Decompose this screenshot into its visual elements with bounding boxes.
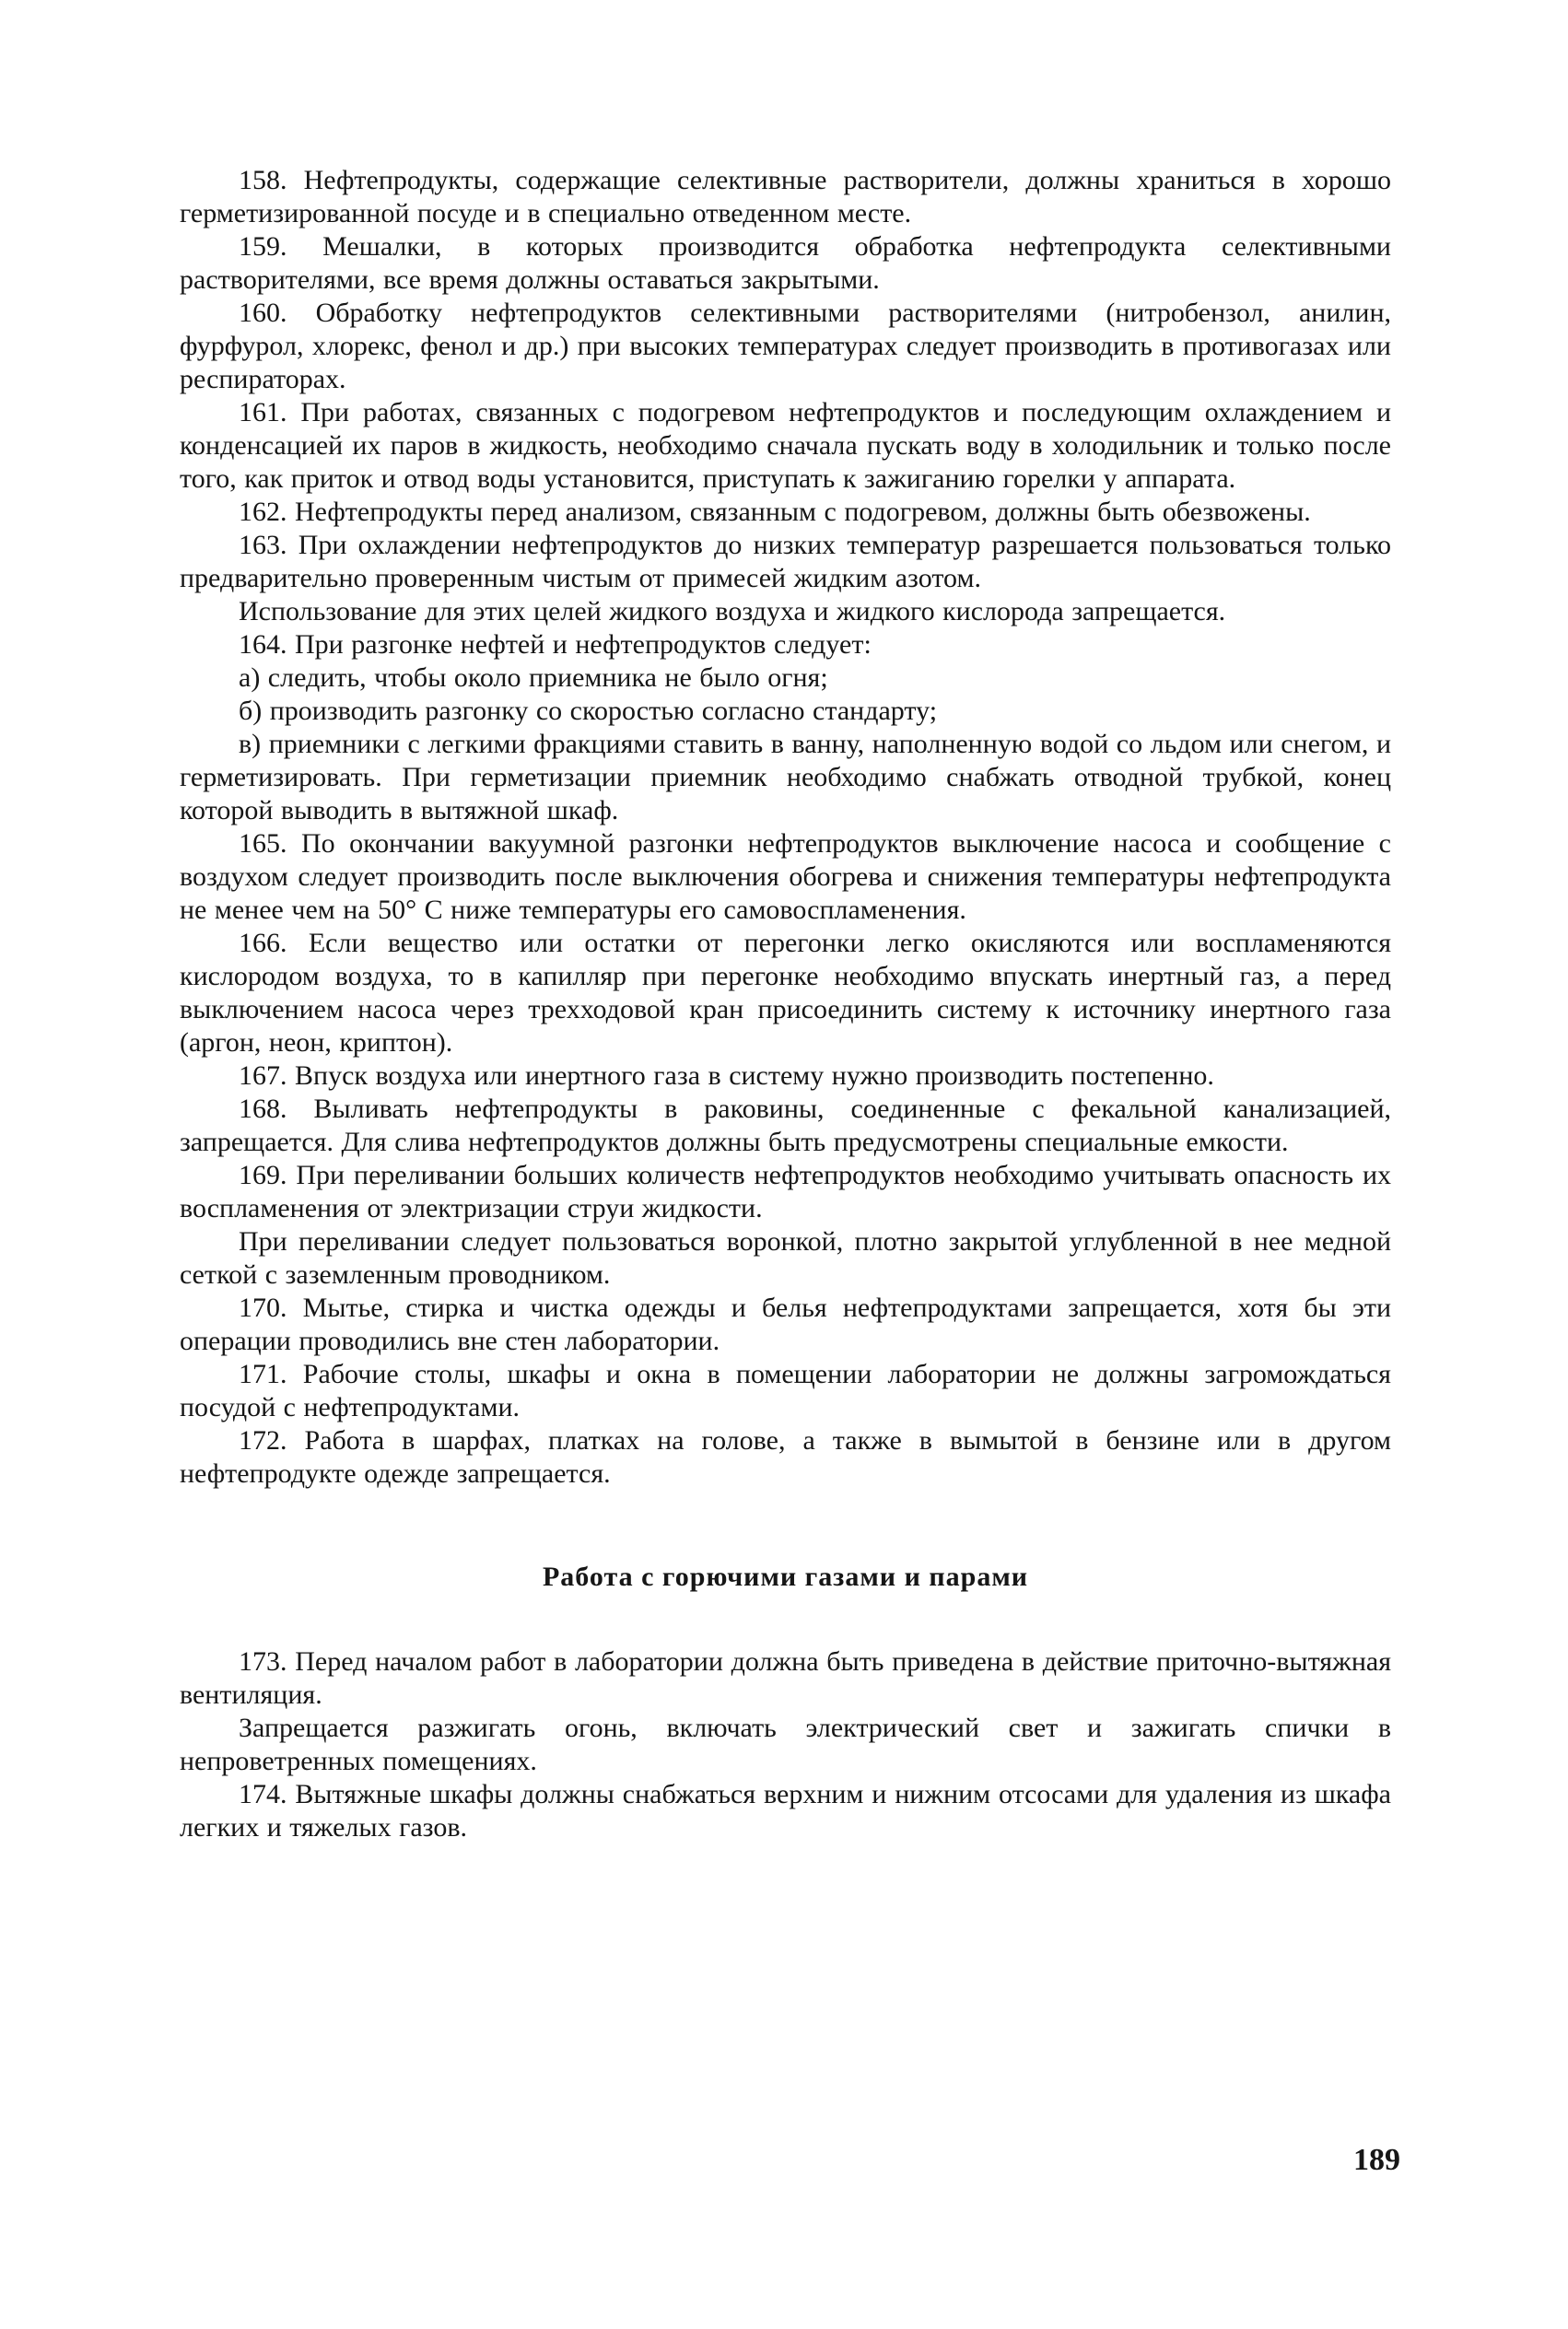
paragraph-174: 174. Вытяжные шкафы должны снабжаться верхним и нижним отсосами для удаления из шкафа легких и тяжелых газов. [180, 1779, 1391, 1843]
paragraph-158: 158. Нефтепродукты, содержащие селективные растворители, должны храниться в хорошо герметизированной посуде и в специально отведенном месте. [180, 165, 1391, 228]
text-block-after-heading [180, 1645, 1391, 1844]
paragraph-169-note: При переливании следует пользоваться воронкой, плотно закрытой углубленной в нее медной сеткой с заземленным проводником. [180, 1226, 1391, 1290]
paragraph-165: 165. По окончании вакуумной разгонки нефтепродуктов выключение насоса и сообщение с воздухом следует производить после выключения обогрева и снижения температуры нефтепродукта не менее чем на 50° С ниже температуры его самовоспламенения. [180, 828, 1391, 925]
paragraph-163-note: Использование для этих целей жидкого воздуха и жидкого кислорода запрещается. [239, 596, 1226, 626]
paragraph-169: 169. При переливании больших количеств нефтепродуктов необходимо учитывать опасность их воспламенения от электризации струи жидкости. [180, 1160, 1391, 1223]
paragraph-168: 168. Выливать нефтепродукты в раковины, соединенные с фекальной канализацией, запрещается. Для слива нефтепродуктов должны быть предусмотрены специальные емкости. [180, 1094, 1391, 1157]
paragraph-173-note: Запрещается разжигать огонь, включать электрический свет и зажигать спички в непроветренных помещениях. [180, 1713, 1391, 1776]
paragraph-171: 171. Рабочие столы, шкафы и окна в помещении лаборатории не должны загромождаться посудой с нефтепродуктами. [180, 1359, 1391, 1422]
paragraph-164-c: в) приемники с легкими фракциями ставить в ванну, наполненную водой со льдом или снегом, и герметизировать. При герметизации приемник необходимо снабжать отводной трубкой, конец которой выводить в вытяжной шкаф. [180, 729, 1391, 825]
paragraph-164: 164. При разгонке нефтей и нефтепродуктов следует: [239, 629, 872, 660]
paragraph-170: 170. Мытье, стирка и чистка одежды и белья нефтепродуктами запрещается, хотя бы эти операции проводились вне стен лаборатории. [180, 1293, 1391, 1356]
text-block-before-heading [180, 164, 1391, 1491]
paragraph-162: 162. Нефтепродукты перед анализом, связанным с подогревом, должны быть обезвожены. [239, 497, 1311, 527]
paragraph-173: 173. Перед началом работ в лаборатории должна быть приведена в действие приточно-вытяжная вентиляция. [180, 1646, 1391, 1710]
paragraph-163: 163. При охлаждении нефтепродуктов до низких температур разрешается пользоваться только предварительно проверенным чистым от примесей жидким азотом. [180, 530, 1391, 593]
paragraph-167: 167. Впуск воздуха или инертного газа в систему нужно производить постепенно. [239, 1060, 1214, 1091]
paragraph-159: 159. Мешалки, в которых производится обработка нефтепродукта селективными растворителями, все время должны оставаться закрытыми. [180, 231, 1391, 295]
section-heading: Работа с горючими газами и парами [542, 1562, 1029, 1592]
paragraph-160: 160. Обработку нефтепродуктов селективными растворителями (нитробензол, анилин, фурфурол, хлорекс, фенол и др.) при высоких температурах следует производить в противогазах или респираторах. [180, 298, 1391, 394]
paragraph-166: 166. Если вещество или остатки от перегонки легко окисляются или воспламеняются кислородом воздуха, то в капилляр при перегонке необходимо впускать инертный газ, а перед выключением насоса через трехходовой кран присоединить систему к источнику инертного газа (аргон, неон, криптон). [180, 928, 1391, 1058]
page-body [180, 164, 1391, 1844]
paragraph-161: 161. При работах, связанных с подогревом нефтепродуктов и последующим охлаждением и конденсацией их паров в жидкость, необходимо сначала пускать воду в холодильник и только после того, как приток и отвод воды установится, приступать к зажиганию горелки у аппарата. [180, 397, 1391, 494]
page-number: 189 [1353, 2143, 1400, 2177]
paragraph-172: 172. Работа в шарфах, платках на голове, а также в вымытой в бензине или в другом нефтепродукте одежде запрещается. [180, 1425, 1391, 1489]
paragraph-164-b: б) производить разгонку со скоростью согласно стандарту; [239, 696, 938, 726]
paragraph-164-a: а) следить, чтобы около приемника не было огня; [239, 662, 828, 693]
